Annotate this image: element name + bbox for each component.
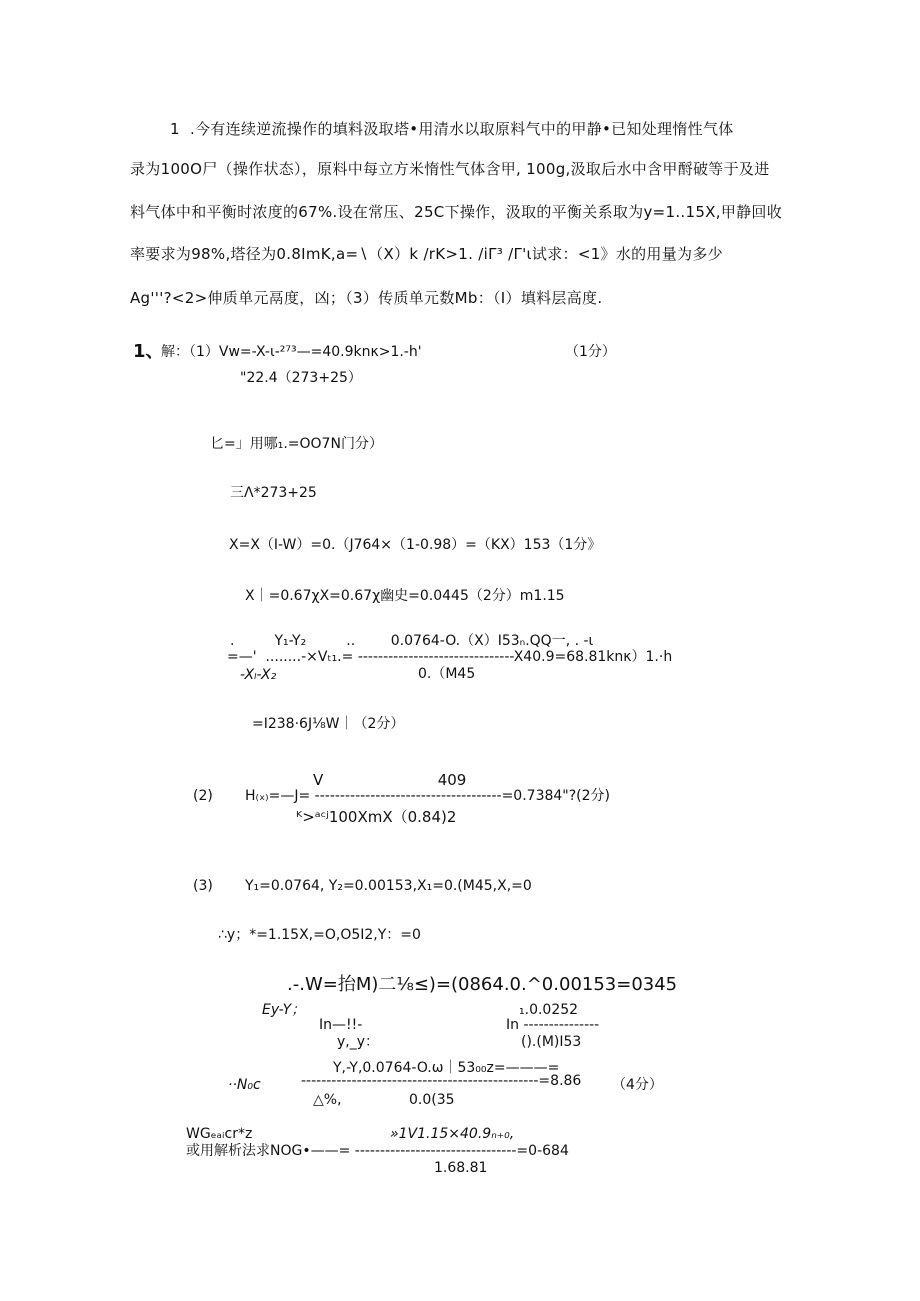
solution-1-fraction-den-right: 0.（M45 [418,666,476,682]
solution-1-fraction-top: . Y₁-Y₂ .. 0.0764-O.（X）I53ₙ.QQ一, . -ι [230,633,594,649]
solution-3-nog-score: （4分） [612,1077,663,1093]
solution-3-label: (3) [193,878,213,894]
solution-3-alt-top-left: WGₑₐᵢᴄr*z [186,1126,253,1142]
solution-3-alt-line: 或用解析法求NOG•——= --------------------------------=0-684 [186,1143,569,1159]
solution-3-line-c: .-.W=抬M)二⅛≤)=(0864.0.^0.00153=0345 [287,974,678,995]
solution-3-frac-top-right: ₁.0.0252 [519,1002,579,1018]
solution-3-ln-den-right: ().(M)I53 [521,1034,582,1050]
solution-3-frac-top-left: Ey-Y； [262,1002,306,1018]
solution-2-equation: H₍ₓ₎=—J= -------------------------------------=0.7384"?(2分) [245,788,610,804]
solution-3-nog-den-right: 0.0(35 [409,1092,455,1108]
solution-3-ln-den-left: y,_y： [337,1034,380,1050]
solution-3-nog-den-left: △%, [313,1092,342,1108]
solution-1-line-d: 三Λ*273+25 [230,485,317,501]
solution-3-ln-left: In—!!- [319,1017,363,1033]
problem-line-5: Ag'''?<2>伸质单元鬲度，凶；（3）传质单元数Mb：（I）填料层高度. [130,289,603,307]
problem-line-3: 料气体中和平衡时浓度的67%.设在常压、25C下操作，汲取的平衡关系取为y=1..15X,甲静回收 [130,203,783,221]
solution-2-label: (2) [193,788,213,804]
solution-3-nog-numerator: Y,-Y,0.0764-O.ω｜53₀₀ᴢ=———= [333,1060,560,1076]
solution-1-line-b: "22.4（273+25） [240,370,362,386]
solution-3-nog-line: -----------------------------------------------=8.86 [301,1073,582,1089]
solution-3-nog-symbol: ··N₀ᴄ [228,1077,261,1093]
problem-line-4: 率要求为98%,塔径为0.8ImK,a=∖（X）k /rK>1. /iΓ³ /Γ'ι试求：<1》水的用量为多少 [130,245,723,263]
solution-2-numerator: V 409 [313,771,467,789]
solution-3-line-b: ∴y；*=1.15X,=O,O5I2,Y：=0 [218,927,421,943]
solution-1-line-f: X｜=0.67χX=0.67χ幽史=0.0445（2分）m1.15 [245,588,565,604]
solution-3-alt-den: 1.68.81 [434,1160,488,1176]
solution-3-ln-right: In --------------- [506,1017,600,1033]
solution-1-line-a: 解：（1）Vw=-X-ι-²⁷³—=40.9knκ>1.-h' [161,344,422,360]
problem-line-1: 1 .今有连续逆流操作的填料汲取塔•用清水以取原料气中的甲静•已知处理惰性气体 [170,120,734,138]
solution-1-line-h: =I238·6J⅛W｜（2分） [252,716,405,732]
problem-line-2: 录为100O尸（操作状态），原料中每立方米惰性气体含甲, 100g,汲取后水中含甲酹破等于及进 [130,160,770,178]
solution-number: 1、 [133,341,164,362]
solution-3-alt-top-right: »1V1.15×40.9ₙ₊₀, [390,1126,515,1142]
solution-1-line-e: X=X（I-W）=0.（J764×（1-0.98）=（KX）153（1分》 [229,537,602,553]
solution-1-fraction-line: =—' ........-×Vₜ₁.= -------------------------------X40.9=68.81knκ）1.·h [227,649,673,665]
solution-1-fraction-den-left: -Xₗ-X₂ [240,667,277,683]
solution-1-score: （1分） [565,344,616,360]
solution-1-line-c: 匕=」用哪₁.=OO7N门分） [210,436,383,452]
solution-3-line-a: Y₁=0.0764, Y₂=0.00153,X₁=0.(M45,X,=0 [245,878,532,894]
solution-2-denominator: ᴷ>ᵃᶜʲ100XmX（0.84)2 [296,808,457,826]
